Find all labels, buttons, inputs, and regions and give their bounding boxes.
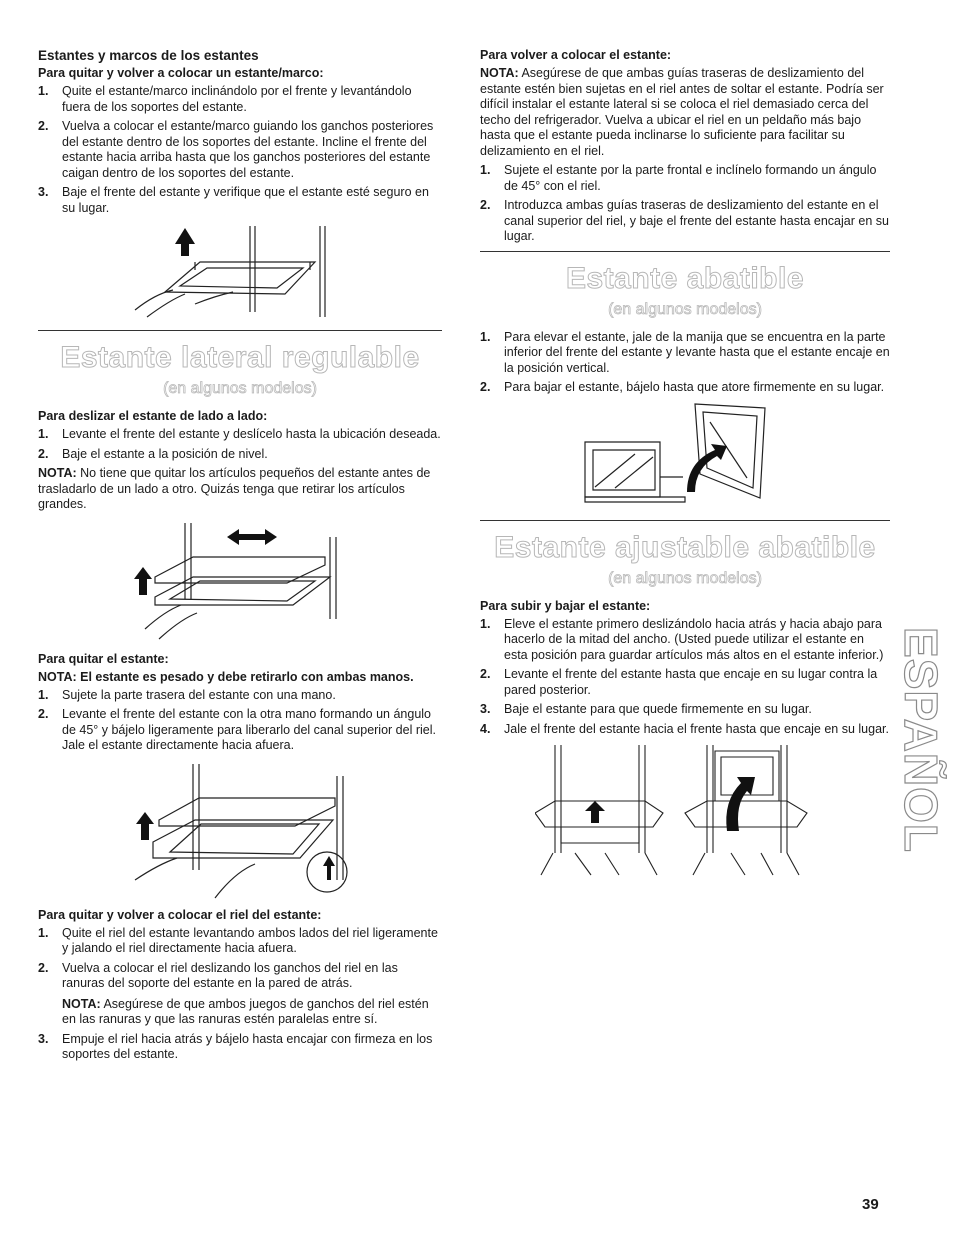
steps-remove-replace-rail (38, 926, 442, 1063)
side-shelf-slide-illustration (115, 519, 365, 644)
section-divider (480, 520, 890, 521)
right-column (480, 48, 890, 886)
list-item: 2. Para bajar el estante, bájelo hasta que atore firmemente en su lugar. (480, 380, 885, 394)
list-item: 1. Quite el estante/marco inclinándolo por el frente y levantándolo fuera de los soportes del estante. (38, 84, 412, 114)
list-item: 2. Vuelva a colocar el riel deslizando los ganchos del riel en las ranuras del soporte del estante en la pared de atrás. NOTA: Asegúrese de que ambos juegos de ganchos del riel estén en las ranuras y que las ranuras estén paralelas entre sí. (38, 961, 442, 1028)
list-item: 1. Para elevar el estante, jale de la manija que se encuentra en la parte inferior del frente del estante y levante hasta que el estante encaje en la posición vertical. (480, 329, 890, 375)
list-item: 3. Baje el frente del estante y verifique que el estante esté seguro en su lugar. (38, 185, 429, 215)
section-subtitle-some-models: (en algunos modelos) (163, 380, 317, 397)
section-title-adjustable-side-shelf: Estante lateral regulable (60, 341, 420, 374)
list-item: 2. Levante el frente del estante hasta que encaje en su lugar contra la pared posterior. (480, 667, 878, 697)
steps-remove-replace-shelf (38, 84, 442, 216)
page-number: 39 (862, 1196, 879, 1213)
section-divider (480, 251, 890, 252)
language-tab: ESPAÑOL (895, 627, 947, 853)
list-item: 2. Introduzca ambas guías traseras de deslizamiento del estante en el canal superior del riel, y baje el frente del estante hasta encajar en su lugar. (480, 198, 889, 243)
adjustable-flip-shelf-illustration (535, 743, 835, 878)
warning-heavy-shelf: NOTA: El estante es pesado y debe retirarlo con ambas manos. (38, 669, 414, 684)
subheading-remove-replace-shelf: Para quitar y volver a colocar un estante/marco: (38, 66, 324, 80)
section-subtitle-some-models: (en algunos modelos) (608, 569, 762, 587)
steps-remove-shelf (38, 688, 442, 754)
note-rail-hooks: NOTA: Asegúrese de que ambos juegos de ganchos del riel estén en las ranuras y que las ranuras estén paralelas entre sí. (62, 996, 429, 1026)
section-title-adjustable-flip-shelf: Estante ajustable abatible (494, 530, 876, 564)
section-heading-shelves: Estantes y marcos de los estantes (38, 48, 259, 63)
left-column (38, 48, 442, 1067)
note-slide-shelf: NOTA: No tiene que quitar los artículos pequeños del estante antes de trasladarlo de un lado a otro. Quizás tenga que retirar los artículos grandes. (38, 466, 431, 511)
subheading-slide-shelf: Para deslizar el estante de lado a lado: (38, 409, 268, 423)
steps-flip-up-shelf (480, 330, 890, 396)
subheading-remove-shelf: Para quitar el estante: (38, 651, 169, 666)
list-item: 2. Baje el estante a la posición de nivel. (38, 446, 268, 461)
subheading-remove-replace-rail: Para quitar y volver a colocar el riel del estante: (38, 907, 322, 922)
list-item: 1. Sujete el estante por la parte frontal e inclínelo formando un ángulo de 45° con el riel. (480, 163, 877, 193)
list-item: 1. Eleve el estante primero deslizándolo hacia atrás y hacia abajo para hacerlo de la mitad del ancho. (Usted puede utilizar el estante en esta posición para guardar artículos más altos en el estante inferior.) (480, 616, 884, 662)
section-divider (38, 330, 442, 331)
list-item: 3. Baje el estante para que quede firmemente en su lugar. (480, 702, 812, 716)
steps-replace-shelf (480, 163, 890, 245)
shelf-removal-illustration (115, 760, 365, 900)
list-item: 2. Vuelva a colocar el estante/marco guiando los ganchos posteriores del estante dentro de los soportes del estante. Incline el frente del estante hacia arriba hasta que los ganchos posteriores del estante caigan dentro de los soportes del estante. (38, 119, 434, 180)
note-replace-shelf: NOTA: Asegúrese de que ambas guías traseras de deslizamiento del estante estén bien sujetas en el riel antes de soltar el estante. Podría ser difícil instalar el estante lateral si se coloca el riel demasiado cerca del techo del refrigerador. Vuelva a ubicar el riel en un peldaño más bajo hasta que el estante pueda inclinarse lo suficiente para facilitar su delizamiento en el riel. (480, 66, 884, 158)
flip-up-shelf-illustration (575, 402, 795, 512)
subheading-replace-shelf: Para volver a colocar el estante: (480, 48, 672, 62)
section-title-flip-up-shelf: Estante abatible (565, 261, 805, 295)
subheading-raise-lower-shelf: Para subir y bajar el estante: (480, 598, 651, 613)
list-item: 1. Levante el frente del estante y deslícelo hasta la ubicación deseada. (38, 427, 441, 441)
steps-raise-lower-shelf (480, 617, 890, 738)
list-item: 1. Sujete la parte trasera del estante con una mano. (38, 687, 336, 702)
steps-slide-shelf (38, 427, 442, 462)
list-item: 4. Jale el frente del estante hacia el frente hasta que encaje en su lugar. (480, 721, 889, 736)
list-item: 2. Levante el frente del estante con la otra mano formando un ángulo de 45° y bájelo ligeramente para liberarlo del canal superior del riel. Jale el estante directamente hacia afuera. (38, 707, 436, 752)
list-item: 1. Quite el riel del estante levantando ambos lados del riel ligeramente y jalando el riel directamente hacia afuera. (38, 925, 438, 955)
section-subtitle-some-models: (en algunos modelos) (608, 300, 762, 318)
shelf-frame-illustration (125, 222, 355, 322)
list-item: 3. Empuje el riel hacia atrás y bájelo hasta encajar con firmeza en los soportes del estante. (38, 1031, 433, 1061)
